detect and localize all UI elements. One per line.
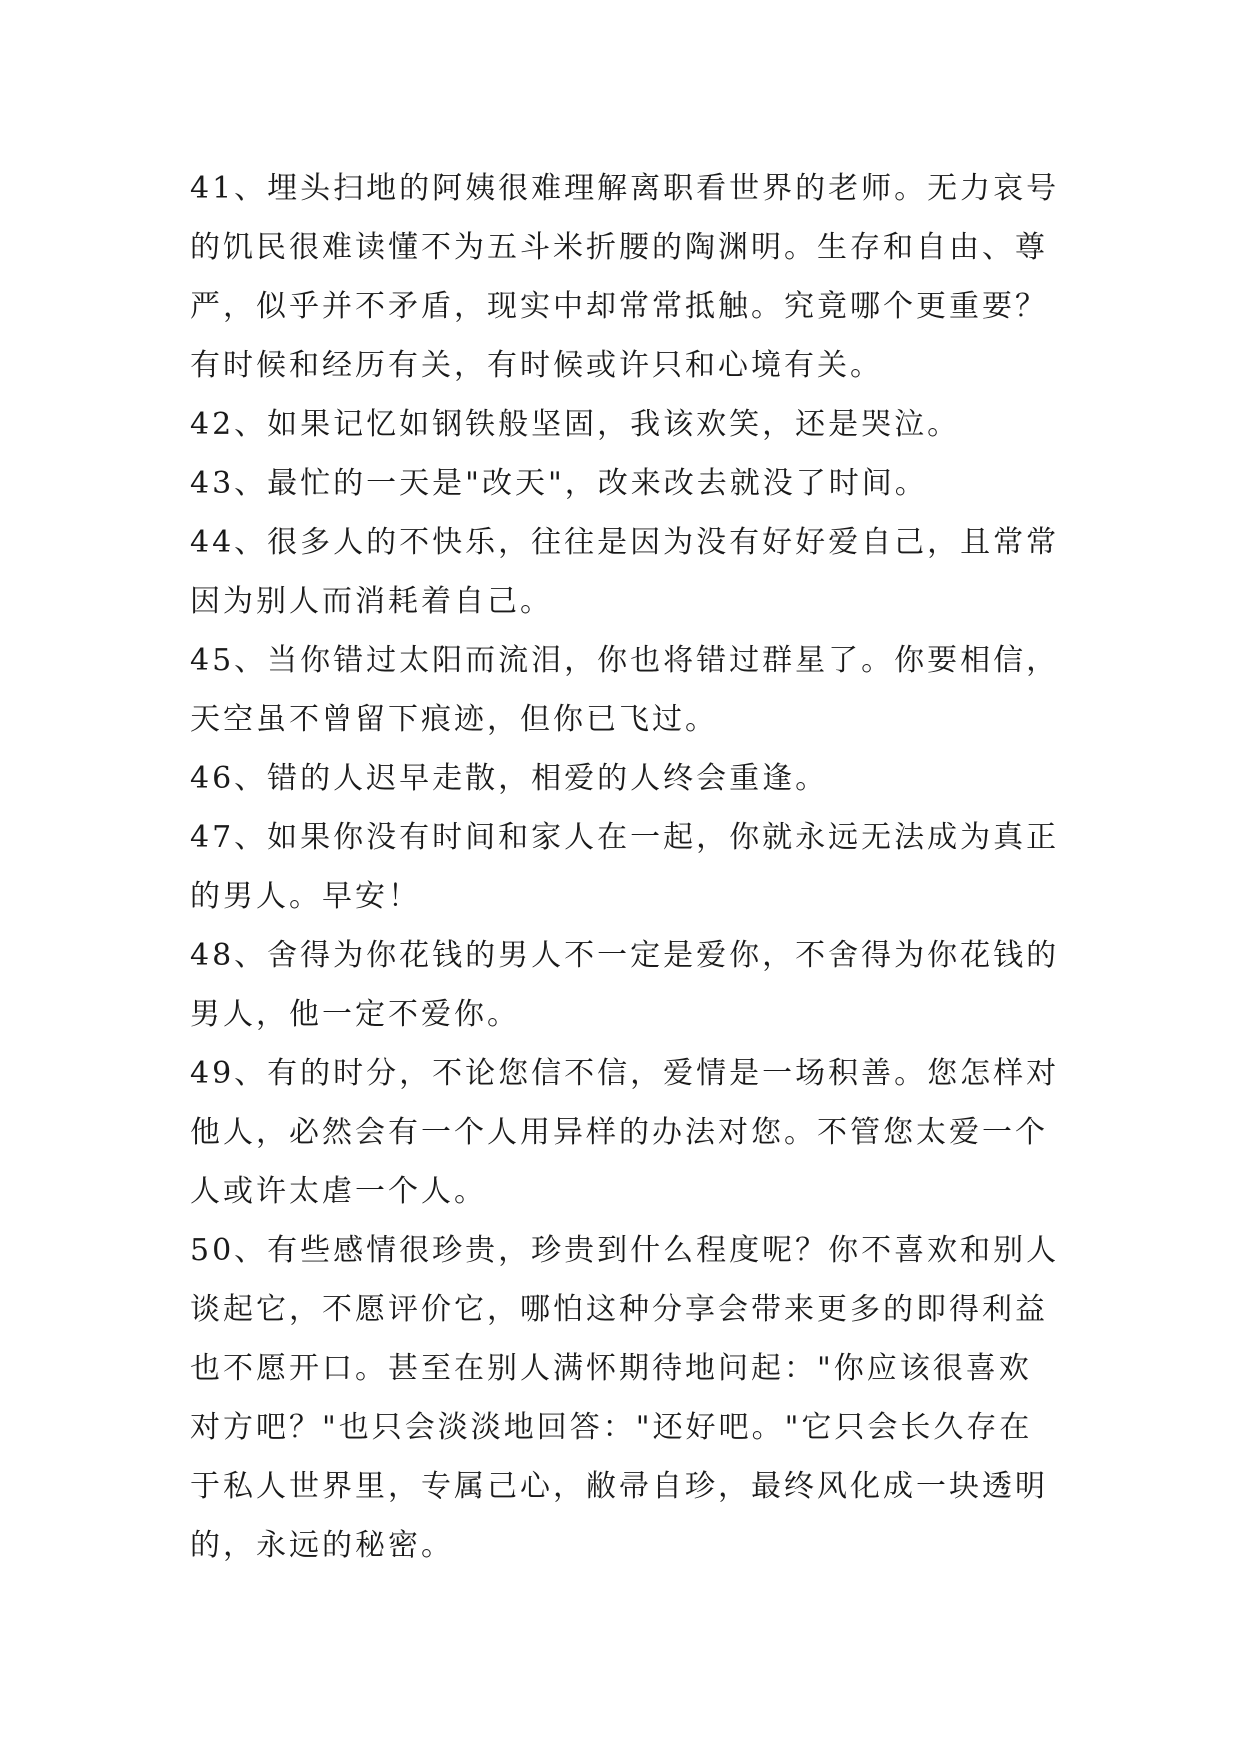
entry-46 bbox=[190, 749, 1090, 808]
text-line: 46、错的人迟早走散，相爱的人终会重逢。 bbox=[190, 761, 829, 796]
text-line: 41、埋头扫地的阿姨很难理解离职看世界的老师。无力哀号 bbox=[190, 171, 1060, 206]
text-line: 50、有些感情很珍贵，珍贵到什么程度呢？你不喜欢和别人 bbox=[190, 1233, 1060, 1268]
entry-44 bbox=[190, 513, 1090, 631]
text-line: 人或许太虐一个人。 bbox=[190, 1174, 487, 1209]
text-line: 谈起它，不愿评价它，哪怕这种分享会带来更多的即得利益 bbox=[190, 1292, 1048, 1327]
entry-49 bbox=[190, 1044, 1090, 1221]
text-line: 严，似乎并不矛盾，现实中却常常抵触。究竟哪个更重要？ bbox=[190, 289, 1048, 324]
text-line: 42、如果记忆如钢铁般坚固，我该欢笑，还是哭泣。 bbox=[190, 407, 961, 442]
text-line: 45、当你错过太阳而流泪，你也将错过群星了。你要相信， bbox=[190, 643, 1060, 678]
entry-48 bbox=[190, 926, 1090, 1044]
text-line: 49、有的时分，不论您信不信，爱情是一场积善。您怎样对 bbox=[190, 1056, 1060, 1091]
text-line: 44、很多人的不快乐，往往是因为没有好好爱自己，且常常 bbox=[190, 525, 1060, 560]
document-page bbox=[190, 159, 1090, 1575]
entry-41 bbox=[190, 159, 1090, 395]
entry-47 bbox=[190, 808, 1090, 926]
text-line: 的男人。早安！ bbox=[190, 879, 421, 914]
text-line: 47、如果你没有时间和家人在一起，你就永远无法成为真正 bbox=[190, 820, 1060, 855]
text-line: 于私人世界里，专属己心，敝帚自珍，最终风化成一块透明 bbox=[190, 1469, 1048, 1504]
text-line: 因为别人而消耗着自己。 bbox=[190, 584, 553, 619]
text-line: 有时候和经历有关，有时候或许只和心境有关。 bbox=[190, 348, 883, 383]
text-line: 的饥民很难读懂不为五斗米折腰的陶渊明。生存和自由、尊 bbox=[190, 230, 1048, 265]
entry-50 bbox=[190, 1221, 1090, 1575]
text-line: 也不愿开口。甚至在别人满怀期待地问起："你应该很喜欢 bbox=[190, 1351, 1032, 1386]
text-line: 天空虽不曾留下痕迹，但你已飞过。 bbox=[190, 702, 718, 737]
text-line: 的，永远的秘密。 bbox=[190, 1528, 454, 1563]
entry-45 bbox=[190, 631, 1090, 749]
entry-42 bbox=[190, 395, 1090, 454]
text-line: 男人，他一定不爱你。 bbox=[190, 997, 520, 1032]
text-line: 他人，必然会有一个人用异样的办法对您。不管您太爱一个 bbox=[190, 1115, 1048, 1150]
text-line: 48、舍得为你花钱的男人不一定是爱你，不舍得为你花钱的 bbox=[190, 938, 1060, 973]
text-line: 对方吧？"也只会淡淡地回答："还好吧。"它只会长久存在 bbox=[190, 1410, 1033, 1445]
entry-43 bbox=[190, 454, 1090, 513]
text-line: 43、最忙的一天是"改天"，改来改去就没了时间。 bbox=[190, 466, 928, 501]
